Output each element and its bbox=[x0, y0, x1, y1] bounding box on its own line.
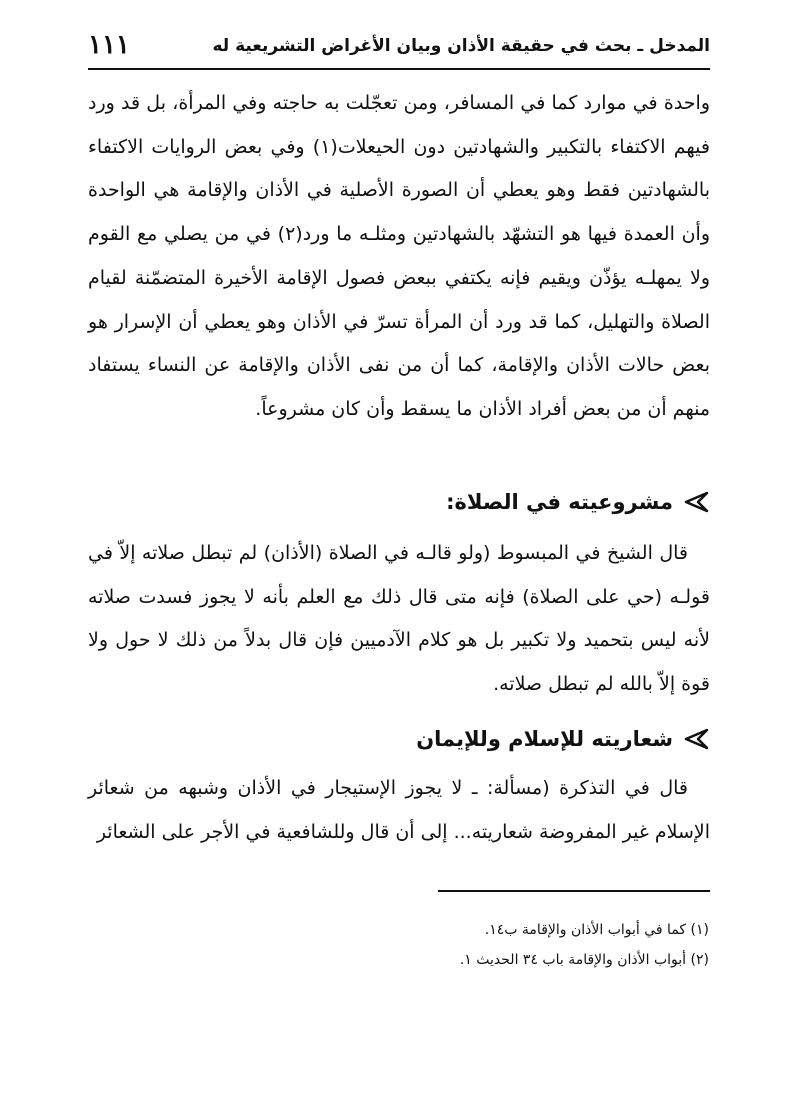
slogan-section bbox=[88, 767, 710, 854]
section-heading-prayer bbox=[446, 490, 709, 514]
page-number: ١١١ bbox=[88, 30, 130, 60]
footnote-1: (١) كما في أبواب الأذان والإقامة ب١٤. bbox=[484, 922, 709, 938]
arrow-icon bbox=[683, 491, 709, 513]
footnote-2: (٢) أبواب الأذان والإقامة باب ٣٤ الحديث ١. bbox=[459, 952, 709, 968]
section-paragraph: قال في التذكرة (مسألة: ـ لا يجوز الإستيجار في الأذان وشبهه من شعائر الإسلام غير المفروضة شعاريته... إلى أن قال وللشافعية في الأجر على الشعائر bbox=[88, 777, 710, 843]
intro-paragraph: واحدة في موارد كما في المسافر، ومن تعجّلت به حاجته وفي المرأة، بل قد ورد فيهم الاكتفاء بالتكبير والشهادتين دون الحيعلات(١) وفي بعض الروايات الاكتفاء بالشهادتين فقط وهو يعطي أن الصورة الأصلية في الأذان والإقامة هي الواحدة وأن العمدة فيها هو التشهّد بالشهادتين ومثلـه ما ورد(٢) في من يصلي مع القوم ولا يمهلـه يؤذّن ويقيم فإنه يكتفي ببعض فصول الإقامة الأخيرة المتضمّنة لقيام الصلاة والتهليل، كما قد ورد أن المرأة تسرّ في الأذان وهو يعطي أن الإسرار هو بعض حالات الأذان والإقامة، كما أن من نفى الأذان والإقامة عن النساء يستفاد منهم أن من بعض أفراد الأذان ما يسقط وأن كان مشروعاً. bbox=[88, 92, 711, 420]
prayer-section bbox=[88, 532, 710, 707]
section-paragraph: قال الشيخ في المبسوط (ولو قالـه في الصلاة (الأذان) لم تبطل صلاته إلاّ في قولـه (حي على الصلاة) فإنه متى قال ذلك مع العلم بأنه لا يجوز فسدت صلاته لأنه ليس بتحميد ولا تكبير بل هو كلام الآدميين فإن قال بدلاً من ذلك لا حول ولا قوة إلاّ بالله لم تبطل صلاته. bbox=[88, 542, 710, 696]
page-header bbox=[88, 30, 710, 66]
footnotes bbox=[87, 915, 709, 975]
intro-section bbox=[88, 82, 710, 432]
running-head: المدخل ـ بحث في حقيقة الأذان وبيان الأغراض التشريعية له bbox=[212, 36, 710, 56]
section-heading-label: شعاريته للإسلام وللإيمان bbox=[416, 727, 673, 751]
arrow-icon bbox=[683, 728, 709, 750]
footnote-divider bbox=[438, 890, 710, 892]
header-divider bbox=[88, 68, 710, 70]
section-heading-slogan bbox=[416, 727, 709, 751]
section-heading-label: مشروعيته في الصلاة: bbox=[446, 490, 673, 514]
